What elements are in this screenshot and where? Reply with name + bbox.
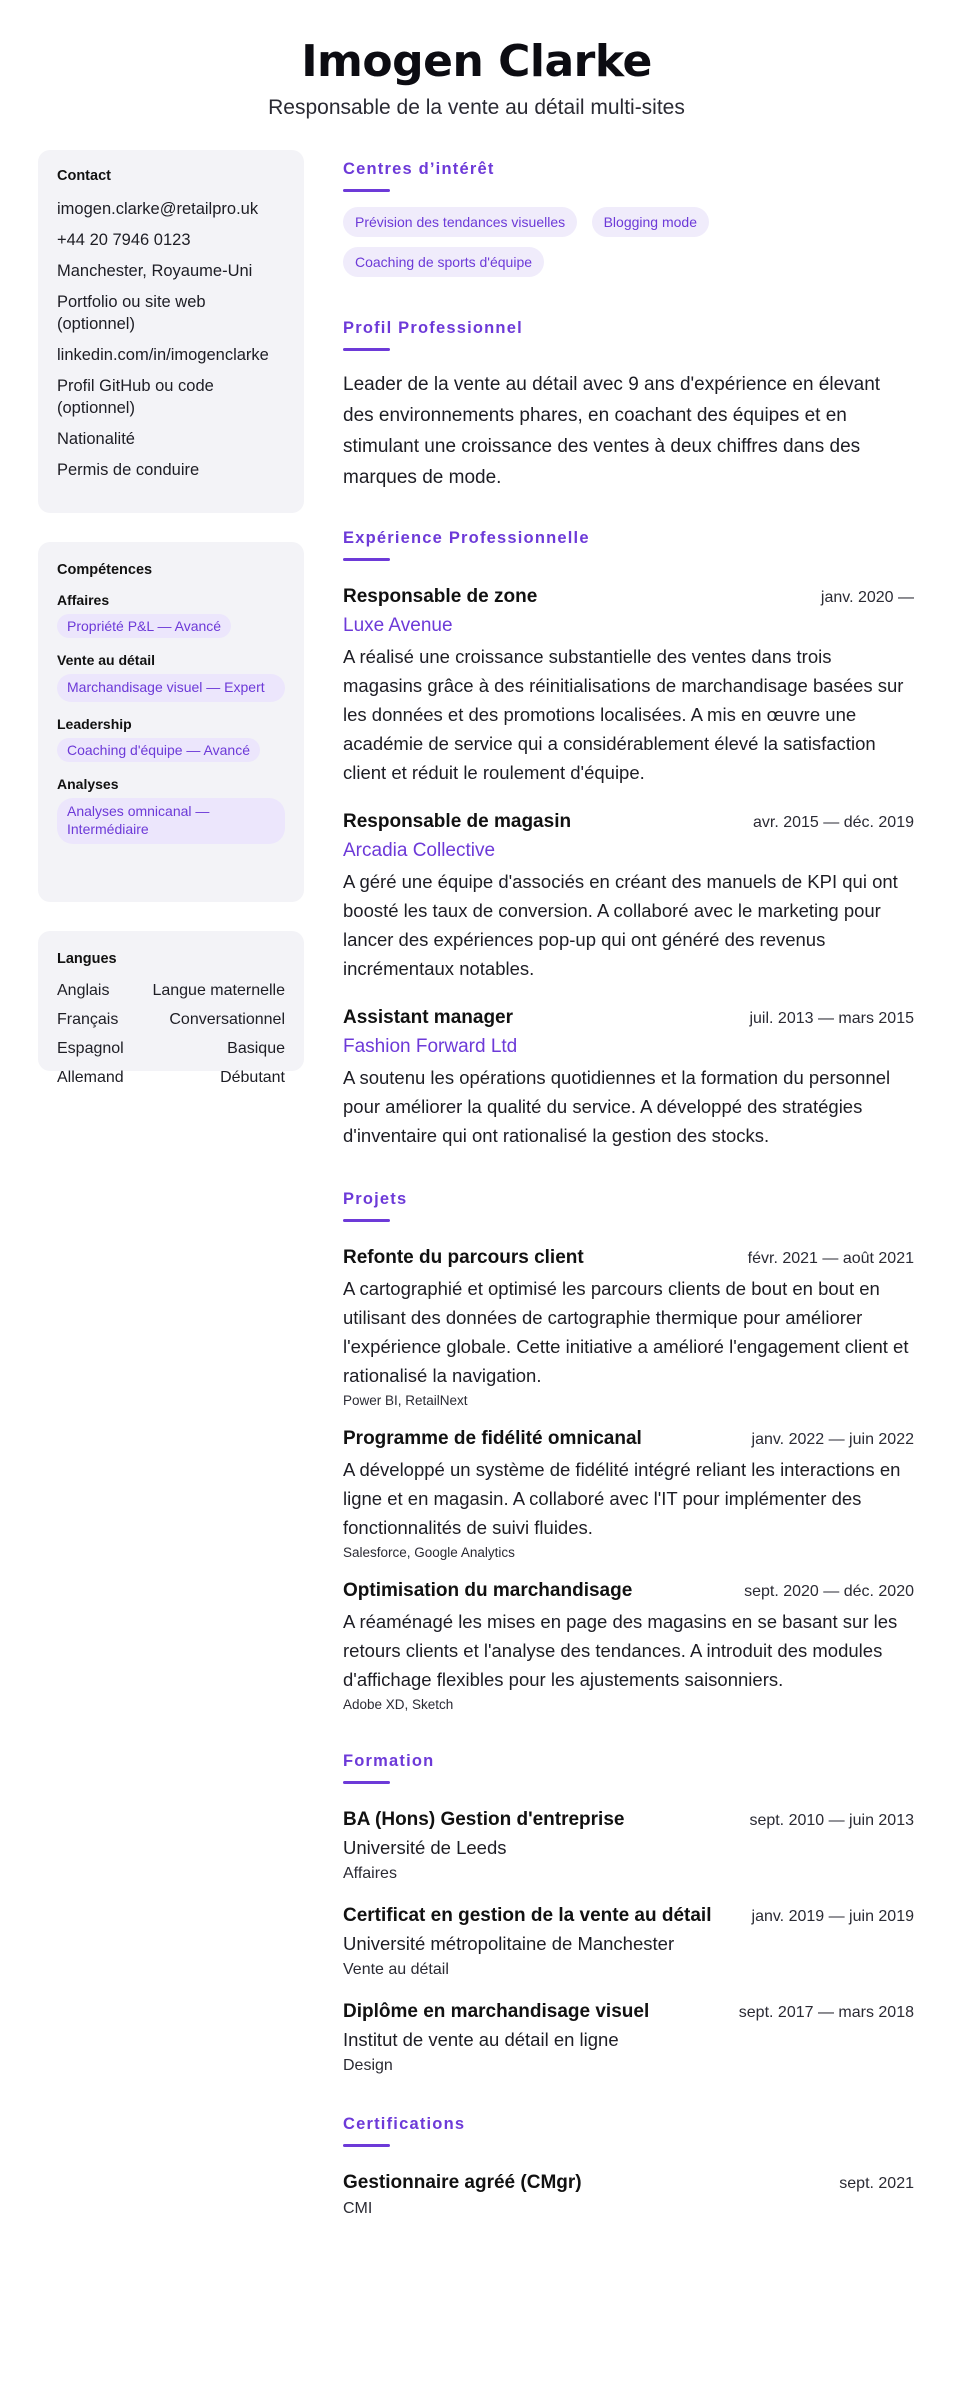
skill-group — [57, 776, 285, 844]
language-level: Basique — [227, 1040, 285, 1057]
education-entry — [343, 1903, 914, 1979]
language-name: Espagnol — [57, 1040, 124, 1057]
job-description: A réalisé une croissance substantielle des ventes dans trois magasins grâce à des réinitialisations de marchandisage basées sur les données et des promotions localisées. A mis en œuvre une académie de service qui a considérablement élevé la satisfaction client et réduit le roulement d'équipe. — [343, 646, 904, 783]
skills-card — [38, 542, 304, 902]
language-name: Français — [57, 1011, 119, 1028]
experience-entry — [343, 1005, 914, 1150]
certification-issuer: CMI — [343, 2200, 373, 2217]
project-name: Optimisation du marchandisage — [343, 1580, 633, 1601]
school-name: Institut de vente au détail en ligne — [343, 2029, 619, 2050]
languages-card — [38, 931, 304, 1086]
section-divider — [343, 1781, 390, 1784]
skill-pill: Propriété P&L — Avancé — [57, 614, 231, 638]
language-row — [57, 1068, 285, 1088]
interests-title: Centres d’intérêt — [343, 160, 495, 178]
candidate-name: Imogen Clarke — [301, 36, 652, 87]
section-divider — [343, 189, 390, 192]
project-tech: Salesforce, Google Analytics — [343, 1545, 515, 1560]
interests-section — [343, 158, 914, 287]
company-name: Arcadia Collective — [343, 840, 496, 861]
contact-location: Manchester, Royaume-Uni — [57, 262, 253, 280]
certification-date: sept. 2021 — [839, 2175, 914, 2192]
study-field: Vente au détail — [343, 1961, 449, 1978]
profile-summary: Leader de la vente au détail avec 9 ans d'expérience en élevant des environnements phares, en coachant des équipes et en stimulant une croissance des ventes à deux chiffres dans des marques de mode. — [343, 374, 881, 488]
interest-tags — [343, 207, 843, 287]
contact-nationality: Nationalité — [57, 430, 135, 448]
study-field: Affaires — [343, 1865, 397, 1882]
education-entry — [343, 1807, 914, 1883]
degree-name: Certificat en gestion de la vente au détail — [343, 1905, 712, 1926]
sidebar — [38, 150, 304, 1086]
language-name: Anglais — [57, 982, 110, 999]
project-description: A développé un système de fidélité intégré reliant les interactions en ligne et en magasin. A collaboré avec l'IT pour implémenter des fonctionnalités de suivi fluides. — [343, 1459, 901, 1538]
school-name: Université de Leeds — [343, 1837, 507, 1858]
project-description: A réaménagé les mises en page des magasins en se basant sur les retours clients et l'analyse des tendances. A introduit des modules d'affichage flexibles pour les ajustements saisonniers. — [343, 1611, 898, 1690]
project-tech: Power BI, RetailNext — [343, 1393, 468, 1408]
certification-entry — [343, 2170, 914, 2218]
skill-pill: Marchandisage visuel — Expert — [57, 674, 285, 702]
main-content — [343, 158, 914, 2218]
job-dates: janv. 2020 — — [820, 589, 914, 606]
experience-entry — [343, 809, 914, 983]
language-row — [57, 1039, 285, 1059]
education-entry — [343, 1999, 914, 2075]
interest-tag: Blogging mode — [592, 207, 709, 237]
degree-dates: sept. 2017 — mars 2018 — [738, 2004, 914, 2021]
project-dates: févr. 2021 — août 2021 — [747, 1250, 914, 1267]
contact-github[interactable]: Profil GitHub ou code (optionnel) — [57, 377, 214, 417]
certifications-section — [343, 2113, 914, 2218]
project-dates: janv. 2022 — juin 2022 — [751, 1431, 914, 1448]
project-name: Refonte du parcours client — [343, 1247, 584, 1268]
contact-license: Permis de conduire — [57, 461, 200, 479]
languages-heading: Langues — [57, 951, 117, 967]
contact-portfolio[interactable]: Portfolio ou site web (optionnel) — [57, 293, 206, 333]
contact-heading: Contact — [57, 168, 111, 184]
candidate-title: Responsable de la vente au détail multi-sites — [268, 96, 685, 119]
language-row — [57, 1010, 285, 1030]
language-row — [57, 981, 285, 1001]
section-divider — [343, 348, 390, 351]
experience-entry — [343, 584, 914, 787]
language-level: Langue maternelle — [152, 982, 285, 999]
certification-name: Gestionnaire agréé (CMgr) — [343, 2172, 582, 2193]
job-description: A soutenu les opérations quotidiennes et la formation du personnel pour améliorer la qualité du service. A développé des stratégies d'inventaire qui ont rationalisé la gestion des stocks. — [343, 1067, 891, 1146]
language-level: Débutant — [220, 1069, 285, 1086]
contact-linkedin[interactable]: linkedin.com/in/imogenclarke — [57, 346, 269, 364]
project-tech: Adobe XD, Sketch — [343, 1697, 454, 1712]
degree-dates: sept. 2010 — juin 2013 — [749, 1812, 914, 1829]
degree-dates: janv. 2019 — juin 2019 — [751, 1908, 914, 1925]
projects-section — [343, 1188, 914, 1712]
project-entry — [343, 1245, 914, 1408]
skill-group — [57, 592, 285, 652]
skill-pill: Coaching d'équipe — Avancé — [57, 738, 260, 762]
skill-category: Vente au détail — [57, 652, 156, 668]
projects-title: Projets — [343, 1190, 408, 1208]
skill-category: Leadership — [57, 716, 132, 732]
experience-title: Expérience Professionnelle — [343, 529, 590, 547]
job-dates: avr. 2015 — déc. 2019 — [753, 814, 914, 831]
project-dates: sept. 2020 — déc. 2020 — [744, 1583, 914, 1600]
job-dates: juil. 2013 — mars 2015 — [749, 1010, 914, 1027]
skill-pill: Analyses omnicanal — Intermédiaire — [57, 798, 285, 844]
skill-category: Affaires — [57, 592, 110, 608]
school-name: Université métropolitaine de Manchester — [343, 1933, 675, 1954]
education-title: Formation — [343, 1752, 435, 1770]
contact-card — [38, 150, 304, 513]
section-divider — [343, 1219, 390, 1222]
section-divider — [343, 2144, 390, 2147]
job-title: Assistant manager — [343, 1007, 514, 1028]
skill-group — [57, 652, 285, 702]
profile-title: Profil Professionnel — [343, 319, 523, 337]
project-description: A cartographié et optimisé les parcours clients de bout en bout en utilisant des données de cartographie thermique pour améliorer l'expérience globale. Cette initiative a amélioré l'engagement client et rationalisé la navigation. — [343, 1278, 909, 1386]
degree-name: BA (Hons) Gestion d'entreprise — [343, 1809, 625, 1830]
resume-header — [0, 0, 953, 150]
interest-tag: Coaching de sports d'équipe — [343, 247, 544, 277]
contact-phone[interactable]: +44 20 7946 0123 — [57, 231, 191, 249]
interest-tag: Prévision des tendances visuelles — [343, 207, 577, 237]
company-name: Fashion Forward Ltd — [343, 1036, 518, 1057]
section-divider — [343, 558, 390, 561]
project-entry — [343, 1578, 914, 1712]
company-name: Luxe Avenue — [343, 615, 453, 636]
skill-group — [57, 716, 285, 776]
job-description: A géré une équipe d'associés en créant des manuels de KPI qui ont boosté les taux de conversion. A collaboré avec le marketing pour lancer des expériences pop-up qui ont généré des revenus incrémentaux notables. — [343, 871, 898, 979]
project-entry — [343, 1426, 914, 1560]
project-name: Programme de fidélité omnicanal — [343, 1428, 642, 1449]
language-level: Conversationnel — [169, 1011, 285, 1028]
experience-section — [343, 527, 914, 1150]
language-name: Allemand — [57, 1069, 124, 1086]
profile-section — [343, 317, 914, 493]
contact-email[interactable]: imogen.clarke@retailpro.uk — [57, 200, 259, 218]
study-field: Design — [343, 2057, 393, 2074]
job-title: Responsable de magasin — [343, 811, 572, 832]
job-title: Responsable de zone — [343, 586, 538, 607]
certifications-title: Certifications — [343, 2115, 466, 2133]
skills-heading: Compétences — [57, 562, 153, 578]
skill-category: Analyses — [57, 776, 119, 792]
education-section — [343, 1750, 914, 2075]
degree-name: Diplôme en marchandisage visuel — [343, 2001, 650, 2022]
